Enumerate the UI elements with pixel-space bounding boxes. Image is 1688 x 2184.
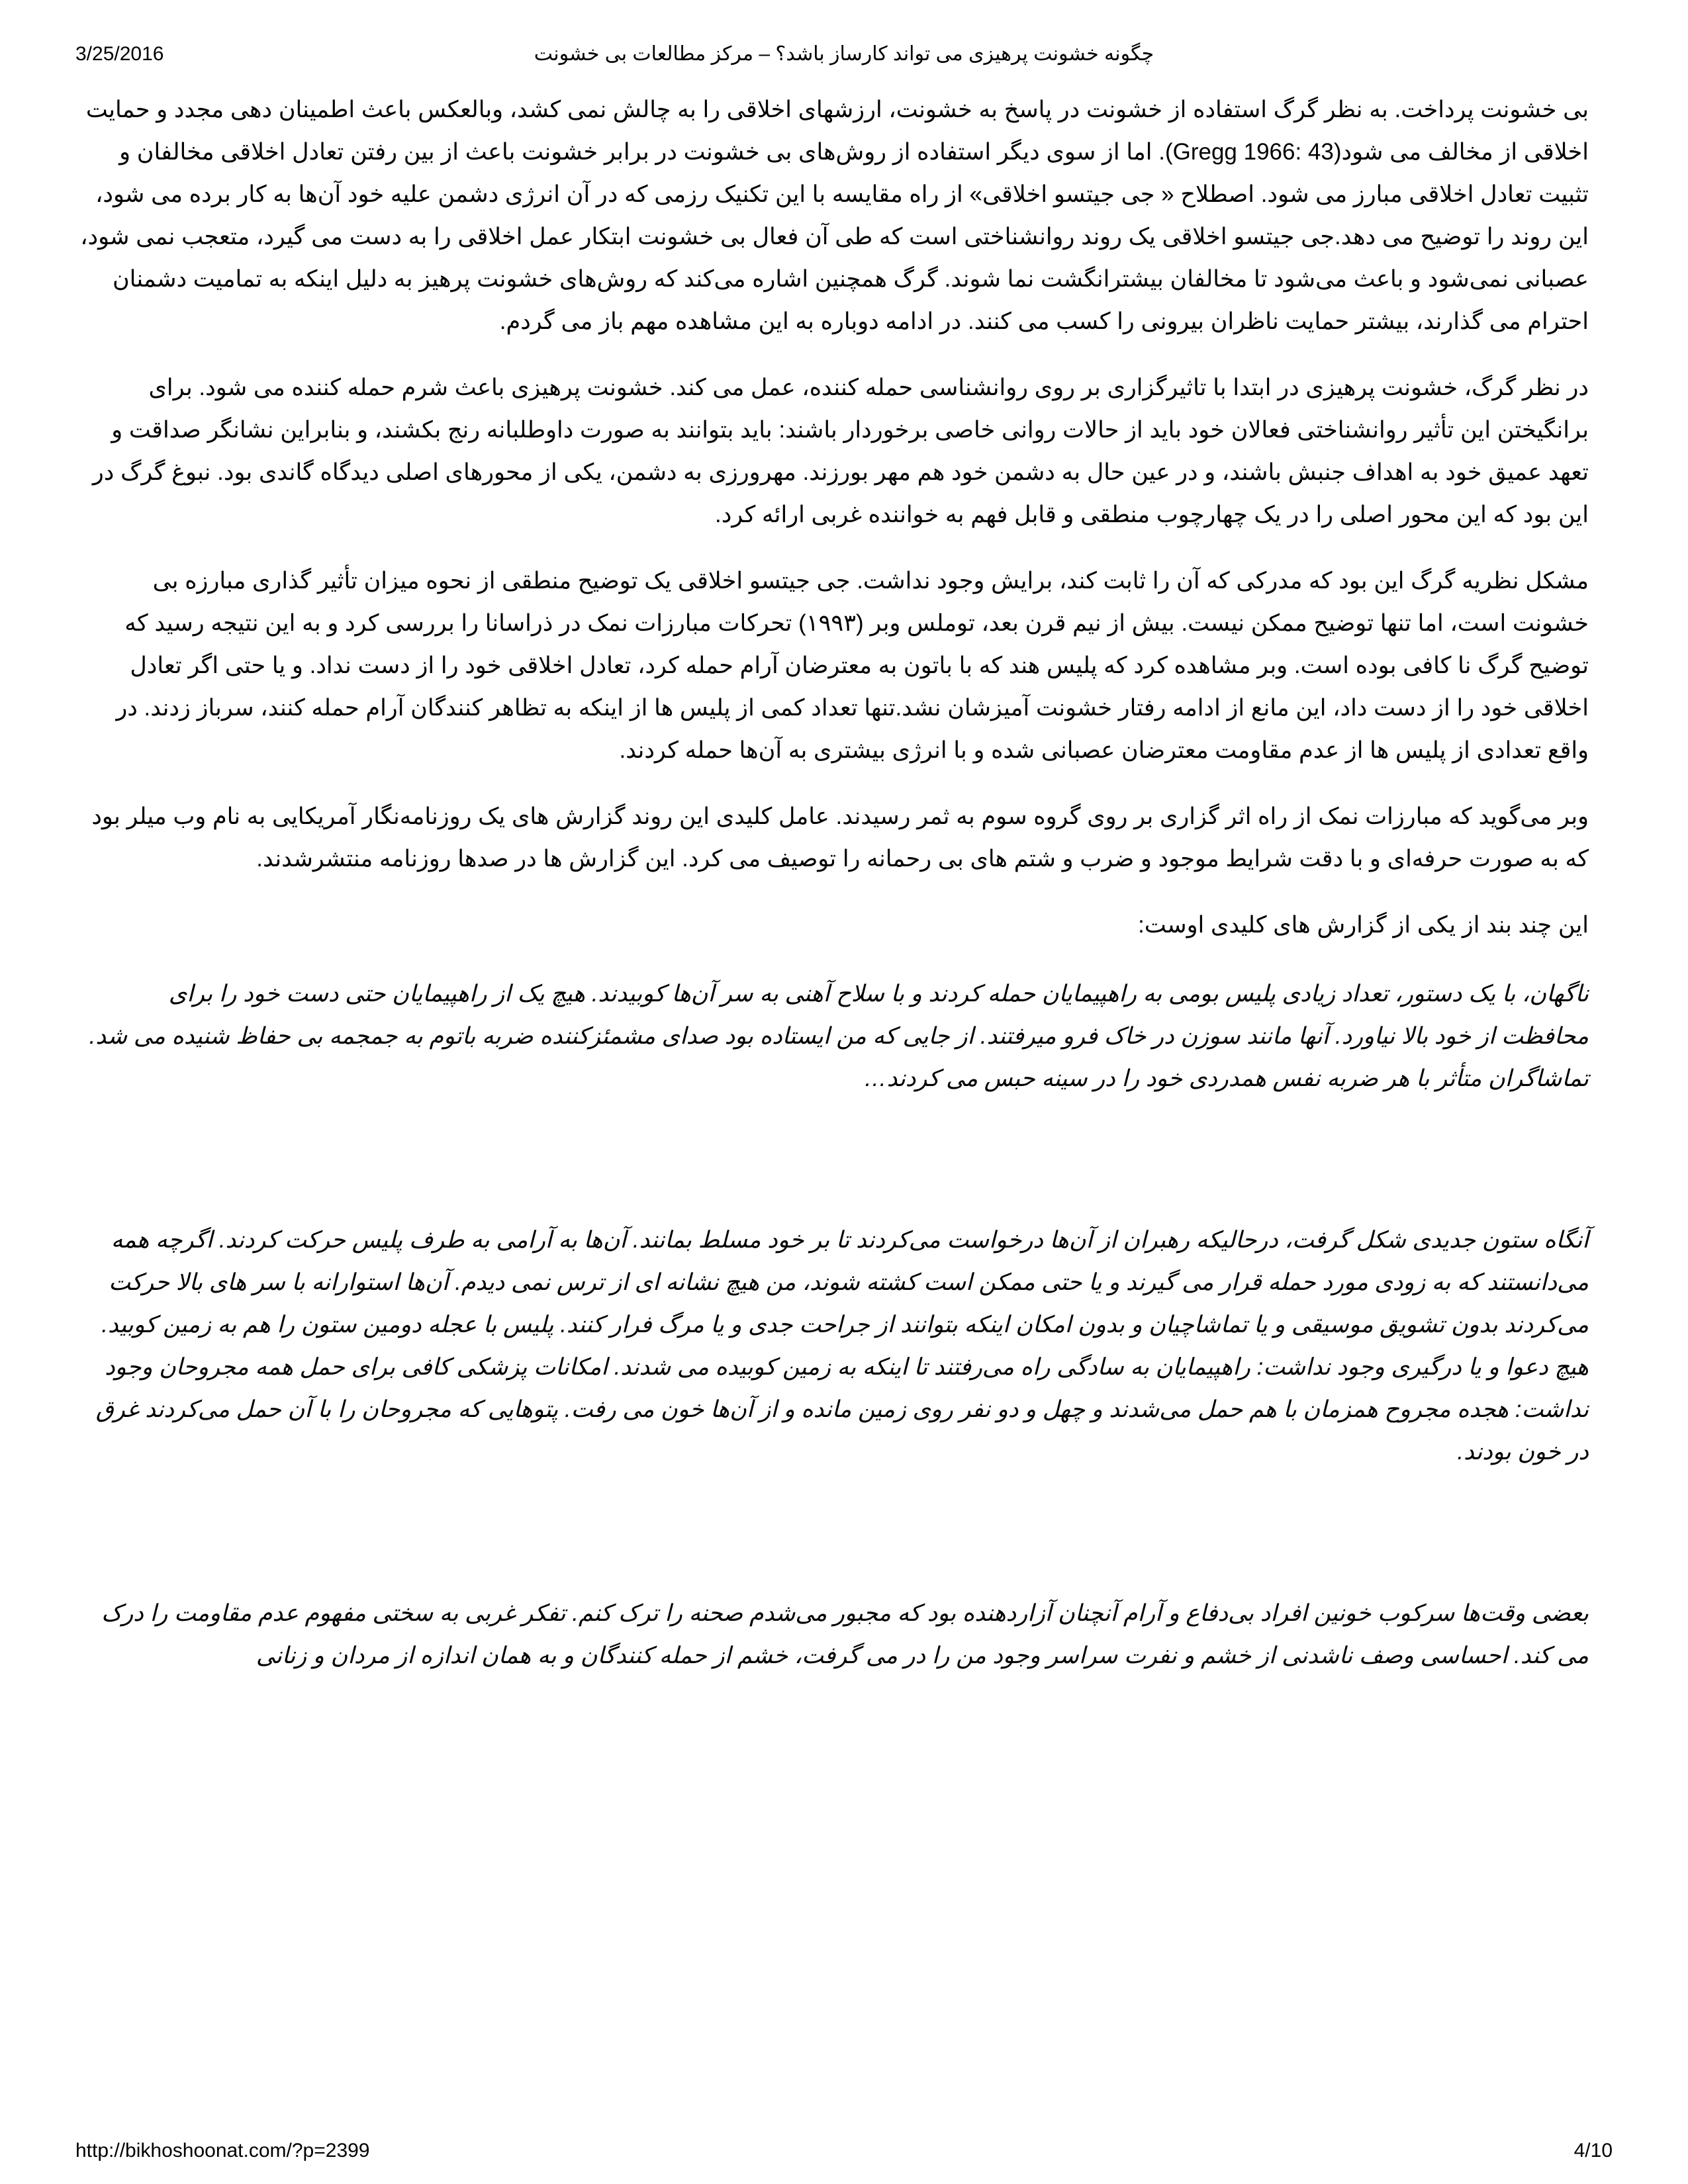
quote-1: ناگهان، با یک دستور، تعداد زیادی پلیس بومی به راهپیمایان حمله کردند و با سلاح آهنی به سر آن‌ها کوبیدند. هیچ یک از راهپیمایان حتی دست خود را برای محافظت از خود بالا نیاورد. آنها مانند سوزن در خاک فرو میرفتند. از جایی که من ایستاده بود صدای مشمئزکننده ضربه باتوم به جمجمه بی حفاظ شنیده می شد. تماشاگران متأثر با هر ضربه نفس همدردی خود را در سینه حبس می کردند… — [89, 981, 1589, 1091]
article-body — [79, 89, 1589, 1677]
quote-2: آنگاه ستون جدیدی شکل گرفت، درحالیکه رهبران از آن‌ها درخواست می‌کردند تا بر خود مسلط بمانند. آن‌ها به آرامی به طرف پلیس حرکت کردند. اگرچه همه می‌دانستند که به زودی مورد حمله قرار می گیرند و یا حتی ممکن است کشته شوند، من هیچ نشانه ای از ترس نمی دیدم. آن‌ها استوارانه با سر های بالا حرکت می‌کردند بدون تشویق موسیقی و یا تماشاچیان و بدون امکان اینکه بتوانند از جراحت جدی و یا مرگ فرار کنند. پلیس با عجله دومین ستون را هم به زمین کوبید. هیچ دعوا و یا درگیری وجود نداشت: راهپیمایان به سادگی راه می‌رفتند تا اینکه به زمین کوبیده می شدند. امکانات پزشکی کافی برای حمل همه مجروحان وجود نداشت: هجده مجروح همزمان با هم حمل می‌شدند و چهل و دو نفر روی زمین مانده و از آن‌ها خون می رفت. پتوهایی که مجروحان را با آن حمل می‌کردند غرق در خون بودند. — [95, 1227, 1589, 1465]
quote-3: بعضی وقت‌ها سرکوب خونین افراد بی‌دفاع و آرام آنچنان آزاردهنده بود که مجبور می‌شدم صحنه را ترک کنم. تفکر غربی به سختی مفهوم عدم مقاومت را درک می کند. احساسی وصف ناشدنی از خشم و نفرت سراسر وجود من را در می گرفت، خشم از حمله کنندگان و به همان اندازه از مردان و زنانی — [101, 1600, 1589, 1668]
paragraph-2: در نظر گرگ، خشونت پرهیزی در ابتدا با تاثیرگزاری بر روی روانشناسی حمله کننده، عمل می کند. خشونت پرهیزی باعث شرم حمله کننده می شود. برای برانگیختن این تأثیر روانشناختی فعالان خود باید از حالات روانی خاصی برخوردار باشند: باید بتوانند به صورت داوطلبانه رنج بکشند، و بنابراین نشانگر صداقت و تعهد عمیق خود به اهداف جنبش باشند، و در عین حال به دشمن خود هم مهر بورزند. مهرورزی به دشمن، یکی از محورهای اصلی دیدگاه گاندی بود. نبوغ گرگ در این بود که این محور اصلی را در یک چهارچوب منطقی و قابل فهم به خواننده غربی ارائه کرد. — [92, 375, 1589, 527]
page-title: چگونه خشونت پرهیزی می تواند کارساز باشد؟ – مرکز مطالعات بی خشونت — [534, 43, 1154, 65]
footer-url[interactable]: http://bikhoshoonat.com/?p=2399 — [75, 2140, 370, 2161]
paragraph-3: مشکل نظریه گرگ این بود که مدرکی که آن را ثابت کند، برایش وجود نداشت. جی جیتسو اخلاقی یک توضیح منطقی از نحوه میزان تأثیر گذاری مبارزه بی خشونت است، اما تنها توضیح ممکن نیست. بیش از نیم قرن بعد، توملس وبر (۱۹۹۳) تحرکات مبارزات نمک در ذراسانا را بررسی کرد و به این نتیجه رسید که توضیح گرگ نا کافی بوده است. وبر مشاهده کرد که پلیس هند که با باتون به معترضان آرام حمله کرد، تعادل اخلاقی خود را از دست نداد. و یا حتی اگر تعادل اخلاقی خود را از دست داد، این مانع از ادامه رفتار خشونت آمیزشان نشد.تنها تعداد کمی از پلیس ها از اینکه به تظاهر کنندگان آرام حمله کنند، سرباز زدند. در واقع تعدادی از پلیس ها از عدم مقاومت معترضان عصبانی شده و با انرژی بیشتری به آن‌ها حمله کردند. — [116, 568, 1589, 763]
paragraph-4: وبر می‌گوید که مبارزات نمک از راه اثر گزاری بر روی گروه سوم به ثمر رسیدند. عامل کلیدی این روند گزارش های یک روزنامه‌نگار آمریکایی به نام وب میلر بود که به صورت حرفه‌ای و با دقت شرایط موجود و ضرب و شتم های بی رحمانه را توصیف می کرد. این گزارش ها در صدها روزنامه منتشرشدند. — [91, 803, 1589, 872]
page-number: 4/10 — [1573, 2140, 1613, 2161]
paragraph-1: بی خشونت پرداخت. به نظر گرگ استفاده از خشونت در پاسخ به خشونت، ارزشهای اخلاقی را به چالش نمی کشد، وبالعکس باعث اطمینان دهی مجدد و حمایت اخلاقی از مخالف می شود(Gregg 1966: 43). اما از سوی دیگر استفاده از روش‌های بی خشونت در برابر خشونت باعث از بین رفتن تعادل اخلاقی مخالفان و تثبیت تعادل اخلاقی مبارز می شود. اصطلاح « جی جیتسو اخلاقی» از راه مقایسه با این تکنیک رزمی که در آن انرژی دشمن علیه خود آن‌ها به کار برده می شود، این روند را توضیح می دهد.جی جیتسو اخلاقی یک روند روانشناختی است که طی آن فعال بی خشونت ابتکار عمل اخلاقی را به دست می گیرد، متعجب نمی شود، عصبانی نمی‌شود و باعث می‌شود تا مخالفان بیشترانگشت نما شوند. گرگ همچنین اشاره می‌کند که روش‌های خشونت پرهیز به دلیل اینکه به تمامیت دشمنان احترام می گذارند، بیشتر حمایت ناظران بیرونی را کسب می کنند. در ادامه دوباره به این مشاهده مهم باز می گردم. — [80, 97, 1589, 334]
paragraph-5: این چند بند از یکی از گزارش های کلیدی اوست: — [1138, 912, 1589, 938]
print-date: 3/25/2016 — [75, 43, 164, 65]
